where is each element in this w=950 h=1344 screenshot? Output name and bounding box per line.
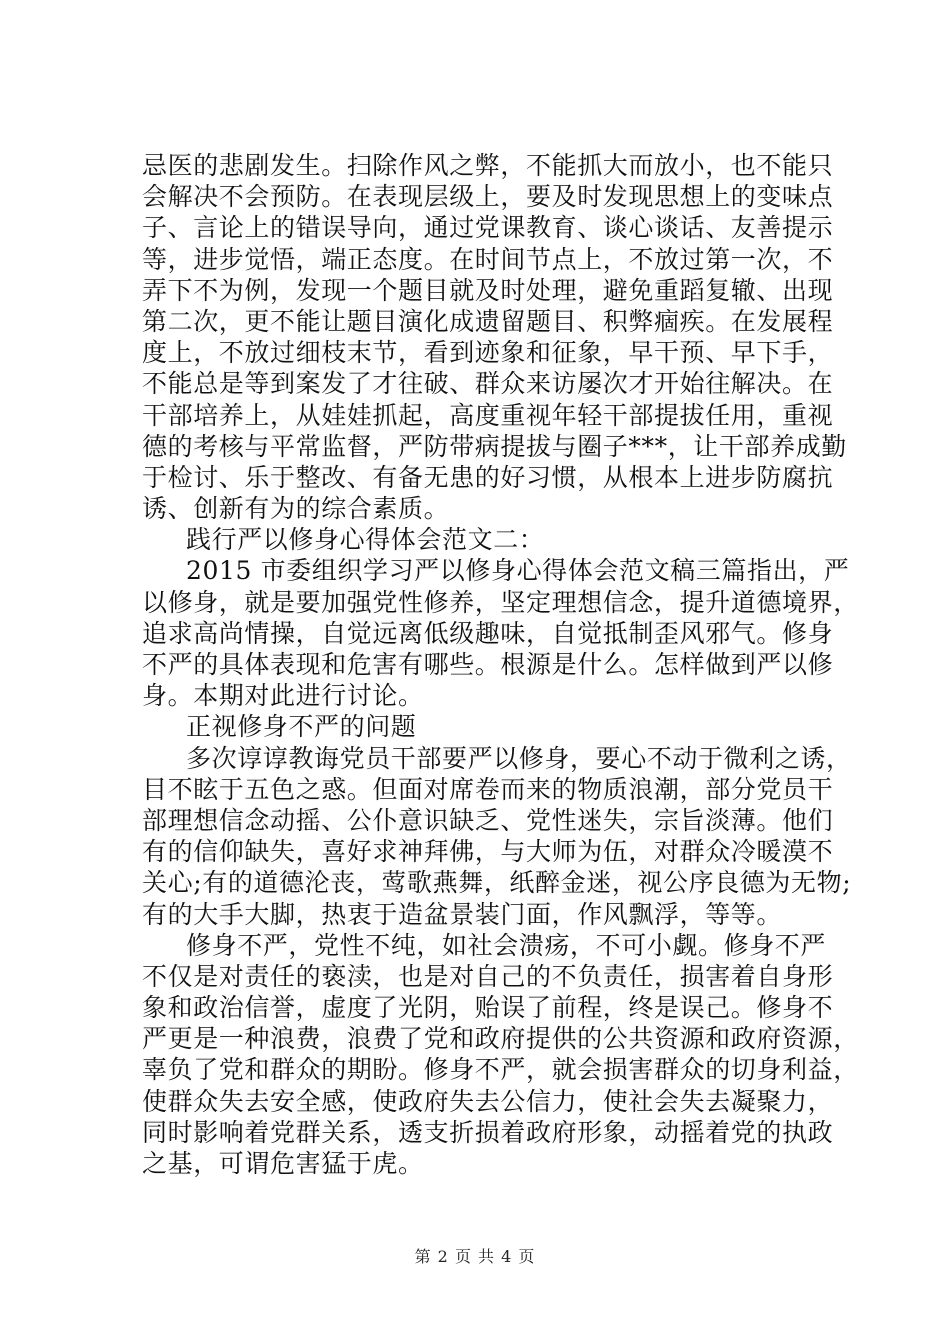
- text-line: 以修身，就是要加强党性修养，坚定理想信念，提升道德境界，: [142, 587, 859, 617]
- text-line: 不严的具体表现和危害有哪些。根源是什么。怎样做到严以修: [142, 650, 834, 679]
- text-line: 诱、创新有为的综合素质。: [142, 494, 450, 524]
- text-line: 弄下不为例，发现一个题目就及时处理，避免重蹈复辙、出现: [142, 275, 834, 305]
- text-line: 使群众失去安全感，使政府失去公信力，使社会失去凝聚力，: [142, 1086, 834, 1116]
- text-line: 严更是一种浪费，浪费了党和政府提供的公共资源和政府资源，: [142, 1024, 859, 1054]
- text-line: 践行严以修身心得体会范文二：: [186, 525, 545, 555]
- text-line: 同时影响着党群关系，透支折损着政府形象，动摇着党的执政: [142, 1117, 834, 1147]
- body-text: [142, 150, 859, 1179]
- text-line: 会解决不会预防。在表现层级上，要及时发现思想上的变味点: [142, 182, 834, 212]
- text-line: 身。本期对此进行讨论。: [142, 681, 424, 711]
- text-line: 第二次，更不能让题目演化成遗留题目、积弊痼疾。在发展程: [142, 306, 834, 336]
- text-line: 不仅是对责任的亵渎，也是对自己的不负责任，损害着自身形: [142, 961, 834, 991]
- text-line: 不能总是等到案发了才往破、群众来访屡次才开始往解决。在: [142, 369, 834, 399]
- text-line: 度上，不放过细枝末节，看到迹象和征象，早干预、早下手，: [142, 338, 834, 368]
- text-line: 子、言论上的错误导向，通过党课教育、谈心谈话、友善提示: [142, 213, 834, 243]
- text-line: 有的大手大脚，热衷于造盆景装门面，作风飘浮，等等。: [142, 899, 783, 929]
- page-footer: 第 2 页 共 4 页: [414, 1247, 536, 1266]
- text-line: 2015 市委组织学习严以修身心得体会范文稿三篇指出，严: [186, 556, 850, 586]
- text-line: 辜负了党和群众的期盼。修身不严，就会损害群众的切身利益，: [142, 1055, 859, 1085]
- text-line: 象和政治信誉，虚度了光阴，贻误了前程，终是误己。修身不: [142, 993, 834, 1023]
- text-line: 有的信仰缺失，喜好求神拜佛，与大师为伍，对群众冷暖漠不: [142, 837, 834, 867]
- text-line: 正视修身不严的问题: [186, 712, 417, 742]
- text-line: 忌医的悲剧发生。扫除作风之弊，不能抓大而放小，也不能只: [142, 151, 834, 180]
- text-line: 等，进步觉悟，端正态度。在时间节点上，不放过第一次，不: [142, 244, 834, 274]
- text-line: 目不眩于五色之惑。但面对席卷而来的物质浪潮，部分党员干: [142, 774, 834, 804]
- text-line: 德的考核与平常监督，严防带病提拔与圈子***，让干部养成勤: [142, 431, 847, 461]
- text-line: 之基，可谓危害猛于虎。: [142, 1149, 424, 1178]
- text-line: 于检讨、乐于整改、有备无患的好习惯，从根本上进步防腐抗: [142, 462, 834, 492]
- text-line: 干部培养上，从娃娃抓起，高度重视年轻干部提拔任用，重视: [142, 400, 834, 430]
- text-line: 多次谆谆教诲党员干部要严以修身，要心不动于微利之诱，: [186, 743, 852, 773]
- text-line: 部理想信念动摇、公仆意识缺乏、党性迷失，宗旨淡薄。他们: [142, 805, 834, 835]
- text-line: 追求高尚情操，自觉远离低级趣味，自觉抵制歪风邪气。修身: [142, 618, 834, 648]
- text-line: 关心;有的道德沦丧，莺歌燕舞，纸醉金迷，视公序良德为无物;: [142, 868, 852, 898]
- text-line: 修身不严，党性不纯，如社会溃疡，不可小觑。修身不严: [186, 930, 827, 960]
